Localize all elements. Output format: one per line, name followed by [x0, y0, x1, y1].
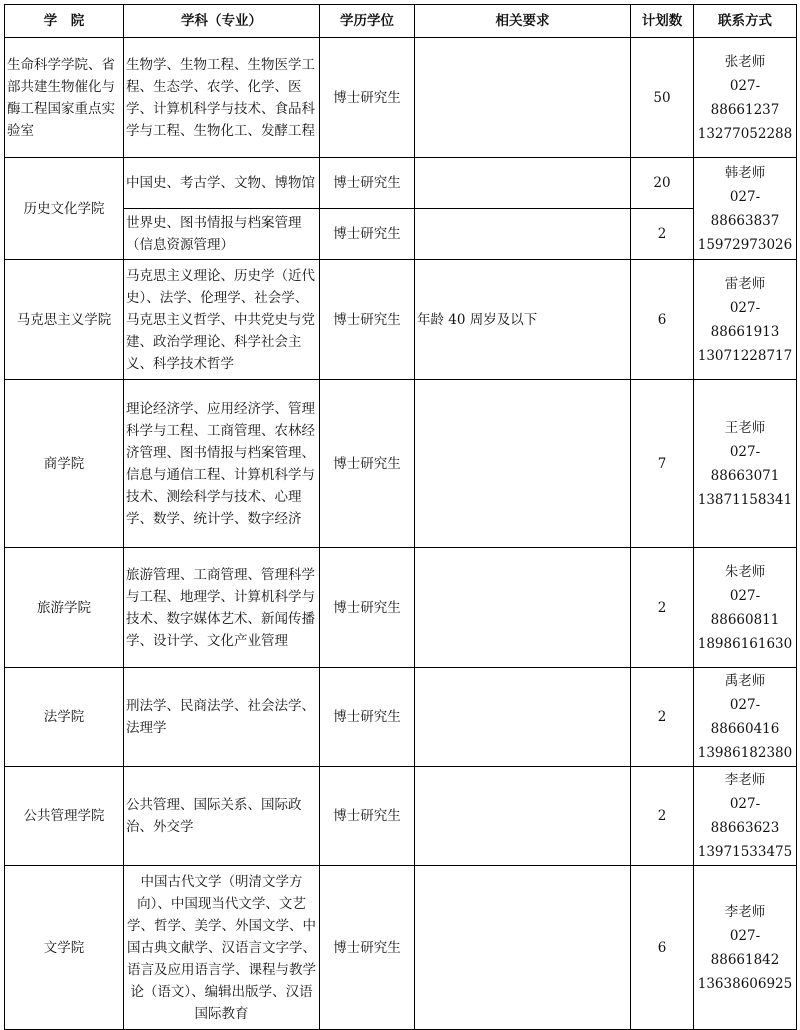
- contact-name: 韩老师: [724, 164, 766, 181]
- requirement-cell: [415, 158, 631, 209]
- contact-name: 雷老师: [724, 275, 766, 292]
- contact-name: 朱老师: [724, 563, 766, 580]
- contact-name: 张老师: [724, 53, 766, 70]
- header-degree: 学历学位: [320, 5, 415, 38]
- contact-name: 李老师: [724, 903, 766, 920]
- college-cell: 商学院: [5, 380, 124, 548]
- requirement-cell: [415, 548, 631, 668]
- college-cell: 历史文化学院: [5, 158, 124, 260]
- degree-cell: 博士研究生: [320, 38, 415, 158]
- header-plan: 计划数: [631, 5, 694, 38]
- table-row: [5, 668, 797, 767]
- plan-cell: 2: [631, 668, 694, 767]
- contact-cell: [694, 668, 797, 767]
- header-requirement: 相关要求: [415, 5, 631, 38]
- table-row: [5, 380, 797, 548]
- requirement-cell: [415, 767, 631, 866]
- header-row: [5, 5, 797, 38]
- plan-cell: 7: [631, 380, 694, 548]
- contact-cell: [694, 866, 797, 1030]
- contact-phone: 027-88663623: [710, 796, 780, 836]
- college-cell: 文学院: [5, 866, 124, 1030]
- contact-phone: 027-88660811: [710, 587, 780, 628]
- contact-mobile: 18986161630: [697, 635, 793, 652]
- college-cell: 生命科学学院、省部共建生物催化与酶工程国家重点实验室: [5, 38, 124, 158]
- subject-cell: 生物学、生物工程、生物医学工程、生态学、农学、化学、医学、计算机科学与技术、食品科学与工程、生物化工、发酵工程: [124, 38, 320, 158]
- contact-name: 李老师: [724, 772, 766, 788]
- requirement-cell: 年龄 40 周岁及以下: [415, 260, 631, 380]
- header-subject: 学科（专业）: [124, 5, 320, 38]
- recruitment-table: [4, 4, 797, 1030]
- requirement-cell: [415, 668, 631, 767]
- subject-cell: 中国古代文学（明清文学方向）、中国现当代文学、文艺学、哲学、美学、外国文学、中国古典文献学、汉语言文字学、语言及应用语言学、课程与教学论（语文）、编辑出版学、汉语国际教育: [124, 866, 320, 1030]
- degree-cell: 博士研究生: [320, 209, 415, 260]
- degree-cell: 博士研究生: [320, 767, 415, 866]
- contact-name: 禹老师: [724, 673, 766, 689]
- contact-phone: 027-88661237: [710, 77, 780, 118]
- subject-cell: 世界史、图书情报与档案管理（信息资源管理）: [124, 209, 320, 260]
- table-row: [5, 767, 797, 866]
- contact-mobile: 13638606925: [697, 975, 793, 992]
- degree-cell: 博士研究生: [320, 158, 415, 209]
- contact-cell: [694, 767, 797, 866]
- plan-cell: 6: [631, 866, 694, 1030]
- degree-cell: 博士研究生: [320, 380, 415, 548]
- contact-mobile: 13986182380: [697, 745, 793, 761]
- plan-cell: 2: [631, 548, 694, 668]
- subject-cell: 中国史、考古学、文物、博物馆: [124, 158, 320, 209]
- contact-mobile: 13277052288: [697, 125, 793, 142]
- degree-cell: 博士研究生: [320, 548, 415, 668]
- plan-cell: 6: [631, 260, 694, 380]
- college-cell: 法学院: [5, 668, 124, 767]
- requirement-cell: [415, 380, 631, 548]
- table-row: [5, 158, 797, 209]
- contact-cell: [694, 260, 797, 380]
- contact-mobile: 13971533475: [697, 844, 793, 860]
- requirement-cell: [415, 209, 631, 260]
- contact-cell: [694, 38, 797, 158]
- header-contact: 联系方式: [694, 5, 797, 38]
- requirement-cell: [415, 38, 631, 158]
- contact-cell: [694, 380, 797, 548]
- degree-cell: 博士研究生: [320, 866, 415, 1030]
- degree-cell: 博士研究生: [320, 668, 415, 767]
- subject-cell: 马克思主义理论、历史学（近代史）、法学、伦理学、社会学、马克思主义哲学、中共党史与党建、政治学理论、科学社会主义、科学技术哲学: [124, 260, 320, 380]
- subject-cell: 刑法学、民商法学、社会法学、法理学: [124, 668, 320, 767]
- contact-phone: 027-88661842: [710, 927, 780, 968]
- college-cell: 马克思主义学院: [5, 260, 124, 380]
- degree-cell: 博士研究生: [320, 260, 415, 380]
- plan-cell: 2: [631, 209, 694, 260]
- contact-mobile: 13071228717: [697, 347, 793, 364]
- contact-phone: 027-88661913: [710, 299, 780, 340]
- requirement-cell: [415, 866, 631, 1030]
- college-cell: 公共管理学院: [5, 767, 124, 866]
- table-row: [5, 209, 797, 260]
- contact-cell: [694, 158, 797, 260]
- subject-cell: 公共管理、国际关系、国际政治、外交学: [124, 767, 320, 866]
- table-row: [5, 548, 797, 668]
- contact-phone: 027-88663837: [710, 188, 780, 229]
- table-row: [5, 866, 797, 1030]
- table-row: [5, 38, 797, 158]
- plan-cell: 50: [631, 38, 694, 158]
- contact-phone: 027-88660416: [710, 697, 780, 737]
- contact-phone: 027-88663071: [710, 443, 780, 484]
- plan-cell: 20: [631, 158, 694, 209]
- plan-cell: 2: [631, 767, 694, 866]
- subject-cell: 理论经济学、应用经济学、管理科学与工程、工商管理、农林经济管理、图书情报与档案管理、信息与通信工程、计算机科学与技术、测绘科学与技术、心理学、数学、统计学、数字经济: [124, 380, 320, 548]
- header-college: 学 院: [5, 5, 124, 38]
- college-cell: 旅游学院: [5, 548, 124, 668]
- contact-cell: [694, 548, 797, 668]
- contact-mobile: 15972973026: [697, 236, 793, 253]
- contact-name: 王老师: [724, 419, 766, 436]
- contact-mobile: 13871158341: [697, 491, 793, 508]
- table-row: [5, 260, 797, 380]
- subject-cell: 旅游管理、工商管理、管理科学与工程、地理学、计算机科学与技术、数字媒体艺术、新闻传播学、设计学、文化产业管理: [124, 548, 320, 668]
